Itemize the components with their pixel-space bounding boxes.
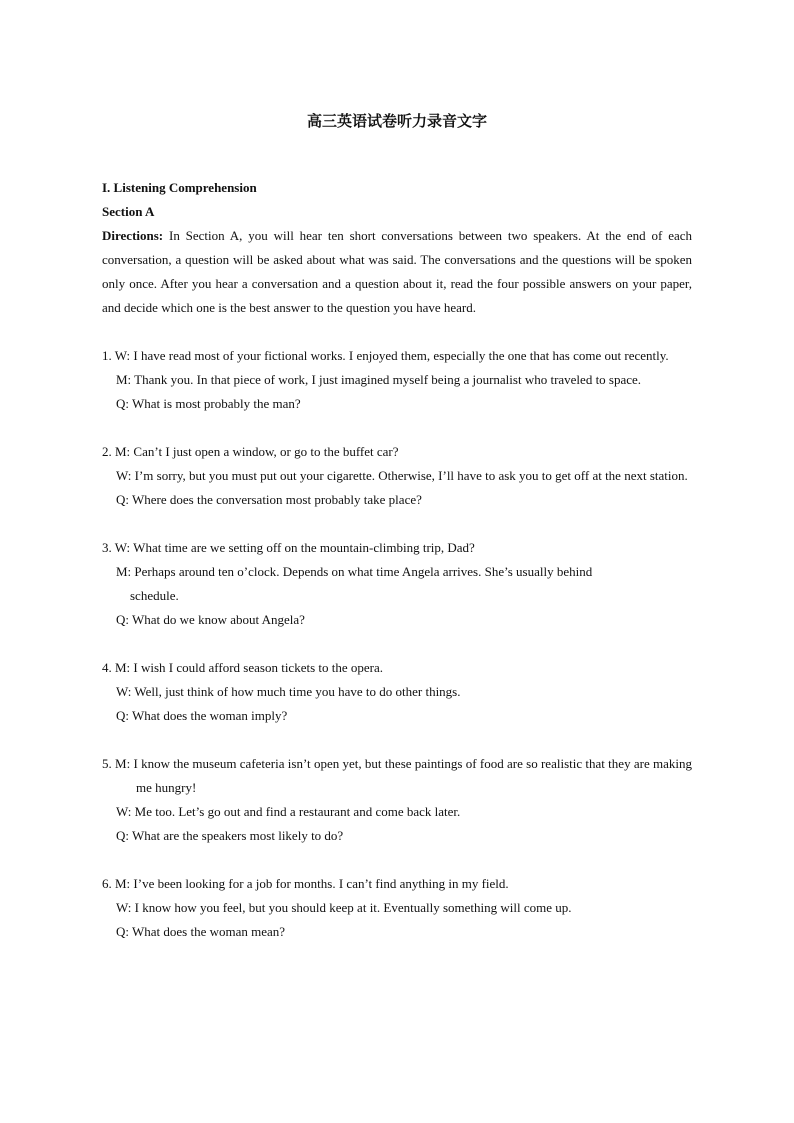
speaker-line: 4. M: I wish I could afford season tickets to the opera. — [102, 660, 383, 675]
speaker-line: M: Thank you. In that piece of work, I just imagined myself being a journalist who traveled to space. — [116, 372, 642, 387]
speaker-line: W: Me too. Let’s go out and find a restaurant and come back later. — [116, 804, 461, 819]
speaker-line: W: Well, just think of how much time you have to do other things. — [116, 684, 461, 699]
question-line: Q: What do we know about Angela? — [116, 612, 305, 627]
part-heading: I. Listening Comprehension — [102, 180, 257, 195]
speaker-line: 1. W: I have read most of your fictional works. I enjoyed them, especially the one that has come out recently. — [102, 348, 669, 363]
question-line: Q: What is most probably the man? — [116, 396, 301, 411]
page-title: 高三英语试卷听力录音文字 — [306, 114, 487, 130]
conversation-6 — [102, 872, 692, 944]
conversation-1 — [102, 344, 692, 416]
question-line: Q: What does the woman mean? — [116, 924, 286, 939]
speaker-line: 2. M: Can’t I just open a window, or go to the buffet car? — [102, 444, 399, 459]
speaker-line: 3. W: What time are we setting off on the mountain-climbing trip, Dad? — [102, 540, 475, 555]
question-line: Q: What are the speakers most likely to do? — [116, 828, 344, 843]
question-line: Q: What does the woman imply? — [116, 708, 288, 723]
speaker-line: M: Perhaps around ten o’clock. Depends on what time Angela arrives. She’s usually behind schedule. — [116, 564, 593, 603]
speaker-line: W: I know how you feel, but you should keep at it. Eventually something will come up. — [116, 900, 572, 915]
conversation-2 — [102, 440, 692, 512]
directions-paragraph — [102, 224, 692, 320]
speaker-line: 5. M: I know the museum cafeteria isn’t open yet, but these paintings of food are so realistic that they are making me hungry! — [102, 756, 692, 795]
conversation-3 — [102, 536, 692, 632]
section-heading: Section A — [102, 204, 155, 219]
question-line: Q: Where does the conversation most probably take place? — [116, 492, 422, 507]
directions-text: In Section A, you will hear ten short conversations between two speakers. At the end of each conversation, a question will be asked about what was said. The conversations and the questions will be spoken only once. After you hear a conversation and a question about it, read the four possible answers on your paper, and decide which one is the best answer to the question you have heard. — [102, 228, 693, 315]
speaker-line: W: I’m sorry, but you must put out your cigarette. Otherwise, I’ll have to ask you to get off at the next station. — [116, 468, 688, 483]
conversation-5 — [102, 752, 692, 848]
conversation-4 — [102, 656, 692, 728]
directions-label: Directions: — [102, 228, 164, 243]
speaker-line: 6. M: I’ve been looking for a job for months. I can’t find anything in my field. — [102, 876, 509, 891]
document-body — [102, 176, 692, 944]
